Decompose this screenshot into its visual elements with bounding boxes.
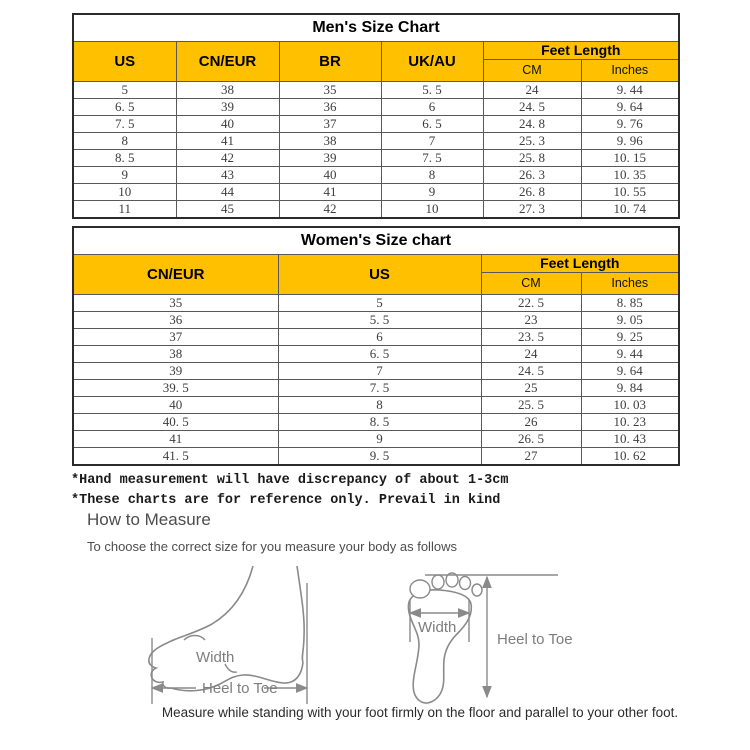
table-cell: 7 [381,132,483,149]
table-cell: 27. 3 [483,200,581,218]
table-cell: 39. 5 [73,379,278,396]
table-cell: 5. 5 [278,311,481,328]
table-cell: 9. 5 [278,447,481,465]
table-cell: 23 [481,311,581,328]
table-cell: 40 [73,396,278,413]
table-cell: 6. 5 [73,98,176,115]
womens-feet-length-header: Feet Length [481,254,679,272]
table-cell: 42 [279,200,381,218]
table-cell: 10 [73,183,176,200]
table-cell: 25. 8 [483,149,581,166]
foot-side-outline [149,566,303,691]
table-cell: 7. 5 [73,115,176,132]
fourth-toe [460,577,471,590]
table-cell: 24. 5 [481,362,581,379]
mens-table-body [73,81,679,218]
table-cell: 39 [176,98,279,115]
second-toe [432,575,444,589]
table-cell: 27 [481,447,581,465]
big-toe [410,580,430,598]
table-cell: 24. 5 [483,98,581,115]
mens-col-cn-eur: CN/EUR [176,41,279,81]
table-cell: 25. 3 [483,132,581,149]
table-cell: 8 [73,132,176,149]
table-row [73,183,679,200]
table-row [73,447,679,465]
womens-size-table [72,226,680,466]
table-cell: 10. 55 [581,183,679,200]
table-row [73,362,679,379]
table-cell: 37 [279,115,381,132]
table-cell: 10. 35 [581,166,679,183]
table-cell: 26 [481,413,581,430]
table-row [73,345,679,362]
how-to-measure-subheading: To choose the correct size for you measure your body as follows [87,539,457,554]
table-cell: 44 [176,183,279,200]
womens-unit-inches: Inches [581,272,679,294]
table-cell: 9. 64 [581,362,679,379]
mens-feet-length-header: Feet Length [483,41,679,59]
table-cell: 38 [73,345,278,362]
table-cell: 36 [73,311,278,328]
table-cell: 23. 5 [481,328,581,345]
table-cell: 40 [176,115,279,132]
table-cell: 26. 8 [483,183,581,200]
table-cell: 43 [176,166,279,183]
table-cell: 38 [176,81,279,98]
table-cell: 9. 44 [581,345,679,362]
table-cell: 8 [381,166,483,183]
table-row [73,328,679,345]
womens-col-cn-eur: CN/EUR [73,254,278,294]
table-cell: 10. 03 [581,396,679,413]
table-cell: 39 [73,362,278,379]
top-view-width-label: Width [418,619,457,636]
table-row [73,430,679,447]
table-cell: 35 [279,81,381,98]
table-cell: 6 [278,328,481,345]
table-cell: 5 [73,81,176,98]
mens-chart-title: Men's Size Chart [73,14,679,41]
instep-knuckle-arc [184,636,205,641]
table-cell: 24. 8 [483,115,581,132]
side-view-heel-to-toe-label: Heel to Toe [202,680,278,697]
table-cell: 7. 5 [381,149,483,166]
table-cell: 35 [73,294,278,311]
table-cell: 10. 74 [581,200,679,218]
table-cell: 24 [483,81,581,98]
table-cell: 25. 5 [481,396,581,413]
table-row [73,132,679,149]
table-cell: 10. 23 [581,413,679,430]
table-row [73,294,679,311]
foot-side-view-diagram [140,566,320,708]
table-cell: 7 [278,362,481,379]
note-reference-only: *These charts are for reference only. Prevail in kind [71,492,501,508]
table-cell: 26. 5 [481,430,581,447]
table-row [73,98,679,115]
table-cell: 9. 84 [581,379,679,396]
how-to-measure-heading: How to Measure [87,510,211,529]
womens-chart-title: Women's Size chart [73,227,679,254]
mens-size-table [72,13,680,219]
table-cell: 36 [279,98,381,115]
mens-unit-inches: Inches [581,59,679,81]
table-cell: 42 [176,149,279,166]
table-row [73,81,679,98]
note-hand-measurement: *Hand measurement will have discrepancy of about 1-3cm [71,473,509,488]
table-cell: 9 [381,183,483,200]
side-view-width-label: Width [196,649,235,666]
table-cell: 22. 5 [481,294,581,311]
table-cell: 5 [278,294,481,311]
table-cell: 6. 5 [278,345,481,362]
table-cell: 41. 5 [73,447,278,465]
table-cell: 9. 44 [581,81,679,98]
table-cell: 9. 25 [581,328,679,345]
mens-col-us: US [73,41,176,81]
table-cell: 8 [278,396,481,413]
mens-col-uk-au: UK/AU [381,41,483,81]
womens-table-body [73,294,679,465]
table-row [73,311,679,328]
table-cell: 7. 5 [278,379,481,396]
table-row [73,115,679,132]
table-cell: 8. 5 [73,149,176,166]
table-cell: 25 [481,379,581,396]
table-cell: 5. 5 [381,81,483,98]
womens-unit-cm: CM [481,272,581,294]
table-cell: 10. 62 [581,447,679,465]
table-cell: 8. 85 [581,294,679,311]
table-cell: 39 [279,149,381,166]
table-row [73,149,679,166]
table-cell: 26. 3 [483,166,581,183]
table-cell: 37 [73,328,278,345]
table-cell: 45 [176,200,279,218]
table-cell: 41 [279,183,381,200]
footprint-sole-outline [408,590,471,703]
mens-unit-cm: CM [483,59,581,81]
table-row [73,396,679,413]
table-cell: 41 [73,430,278,447]
table-cell: 41 [176,132,279,149]
table-cell: 10. 43 [581,430,679,447]
table-cell: 9. 96 [581,132,679,149]
table-row [73,166,679,183]
fifth-toe [472,584,482,596]
mens-col-br: BR [279,41,381,81]
table-cell: 10. 15 [581,149,679,166]
table-row [73,413,679,430]
table-cell: 6. 5 [381,115,483,132]
table-row [73,379,679,396]
footprint-top-view-diagram [385,558,595,710]
womens-col-us: US [278,254,481,294]
table-cell: 9 [278,430,481,447]
table-cell: 9. 64 [581,98,679,115]
table-cell: 8. 5 [278,413,481,430]
leg-back-outline [297,566,304,662]
table-cell: 9. 05 [581,311,679,328]
top-view-heel-to-toe-label: Heel to Toe [497,631,573,648]
footnotes [71,471,508,510]
table-cell: 6 [381,98,483,115]
table-cell: 10 [381,200,483,218]
table-cell: 40 [279,166,381,183]
table-cell: 11 [73,200,176,218]
table-cell: 9 [73,166,176,183]
table-cell: 40. 5 [73,413,278,430]
table-cell: 38 [279,132,381,149]
table-cell: 9. 76 [581,115,679,132]
table-row [73,200,679,218]
measure-instruction-caption: Measure while standing with your foot firmly on the floor and parallel to your other foot. [161,705,679,720]
table-cell: 24 [481,345,581,362]
